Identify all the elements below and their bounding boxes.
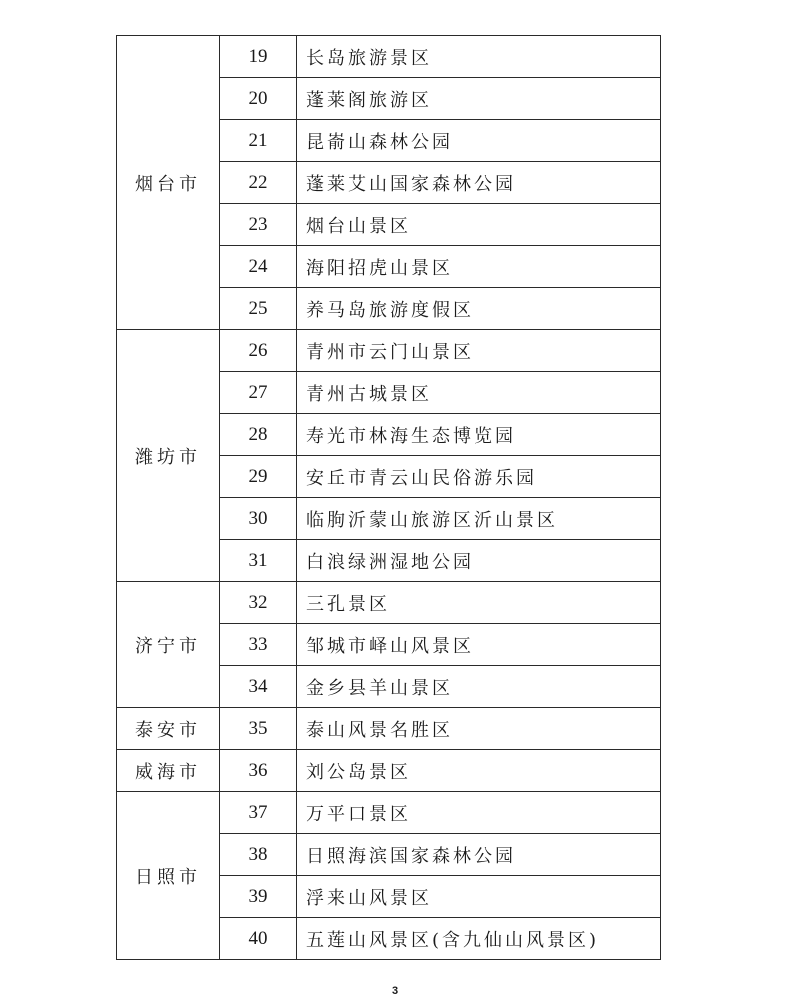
number-cell: 25 — [220, 288, 297, 330]
scenic-name-cell: 金乡县羊山景区 — [297, 666, 661, 708]
scenic-name-cell: 安丘市青云山民俗游乐园 — [297, 456, 661, 498]
number-cell: 37 — [220, 792, 297, 834]
number-cell: 22 — [220, 162, 297, 204]
number-cell: 38 — [220, 834, 297, 876]
scenic-name-cell: 邹城市峄山风景区 — [297, 624, 661, 666]
number-cell: 31 — [220, 540, 297, 582]
number-cell: 30 — [220, 498, 297, 540]
scenic-name-cell: 养马岛旅游度假区 — [297, 288, 661, 330]
number-cell: 19 — [220, 36, 297, 78]
scenic-name-cell: 浮来山风景区 — [297, 876, 661, 918]
number-cell: 39 — [220, 876, 297, 918]
city-cell: 日照市 — [117, 792, 220, 960]
scenic-name-cell: 海阳招虎山景区 — [297, 246, 661, 288]
number-cell: 29 — [220, 456, 297, 498]
number-cell: 34 — [220, 666, 297, 708]
number-cell: 35 — [220, 708, 297, 750]
city-cell: 济宁市 — [117, 582, 220, 708]
number-cell: 20 — [220, 78, 297, 120]
scenic-name-cell: 烟台山景区 — [297, 204, 661, 246]
number-cell: 32 — [220, 582, 297, 624]
scenic-name-cell: 三孔景区 — [297, 582, 661, 624]
scenic-area-table — [116, 35, 661, 960]
scenic-name-cell: 蓬莱艾山国家森林公园 — [297, 162, 661, 204]
scenic-name-cell: 泰山风景名胜区 — [297, 708, 661, 750]
page-number: 3 — [391, 985, 399, 997]
scenic-name-cell: 万平口景区 — [297, 792, 661, 834]
number-cell: 24 — [220, 246, 297, 288]
scenic-name-cell: 昆嵛山森林公园 — [297, 120, 661, 162]
city-cell: 泰安市 — [117, 708, 220, 750]
table-row — [117, 330, 661, 372]
number-cell: 36 — [220, 750, 297, 792]
scenic-name-cell: 白浪绿洲湿地公园 — [297, 540, 661, 582]
scenic-name-cell: 蓬莱阁旅游区 — [297, 78, 661, 120]
table-row — [117, 708, 661, 750]
table-row — [117, 36, 661, 78]
city-cell: 威海市 — [117, 750, 220, 792]
table-row — [117, 750, 661, 792]
number-cell: 26 — [220, 330, 297, 372]
scenic-name-cell: 寿光市林海生态博览园 — [297, 414, 661, 456]
scenic-name-cell: 长岛旅游景区 — [297, 36, 661, 78]
city-cell: 烟台市 — [117, 36, 220, 330]
scenic-name-cell: 青州古城景区 — [297, 372, 661, 414]
city-cell: 潍坊市 — [117, 330, 220, 582]
table-row — [117, 792, 661, 834]
scenic-name-cell: 青州市云门山景区 — [297, 330, 661, 372]
scenic-name-cell: 刘公岛景区 — [297, 750, 661, 792]
number-cell: 33 — [220, 624, 297, 666]
number-cell: 28 — [220, 414, 297, 456]
number-cell: 23 — [220, 204, 297, 246]
scenic-name-cell: 日照海滨国家森林公园 — [297, 834, 661, 876]
scenic-name-cell: 五莲山风景区(含九仙山风景区) — [297, 918, 661, 960]
number-cell: 27 — [220, 372, 297, 414]
number-cell: 21 — [220, 120, 297, 162]
table-body — [117, 36, 661, 960]
scenic-name-cell: 临朐沂蒙山旅游区沂山景区 — [297, 498, 661, 540]
table-row — [117, 582, 661, 624]
number-cell: 40 — [220, 918, 297, 960]
